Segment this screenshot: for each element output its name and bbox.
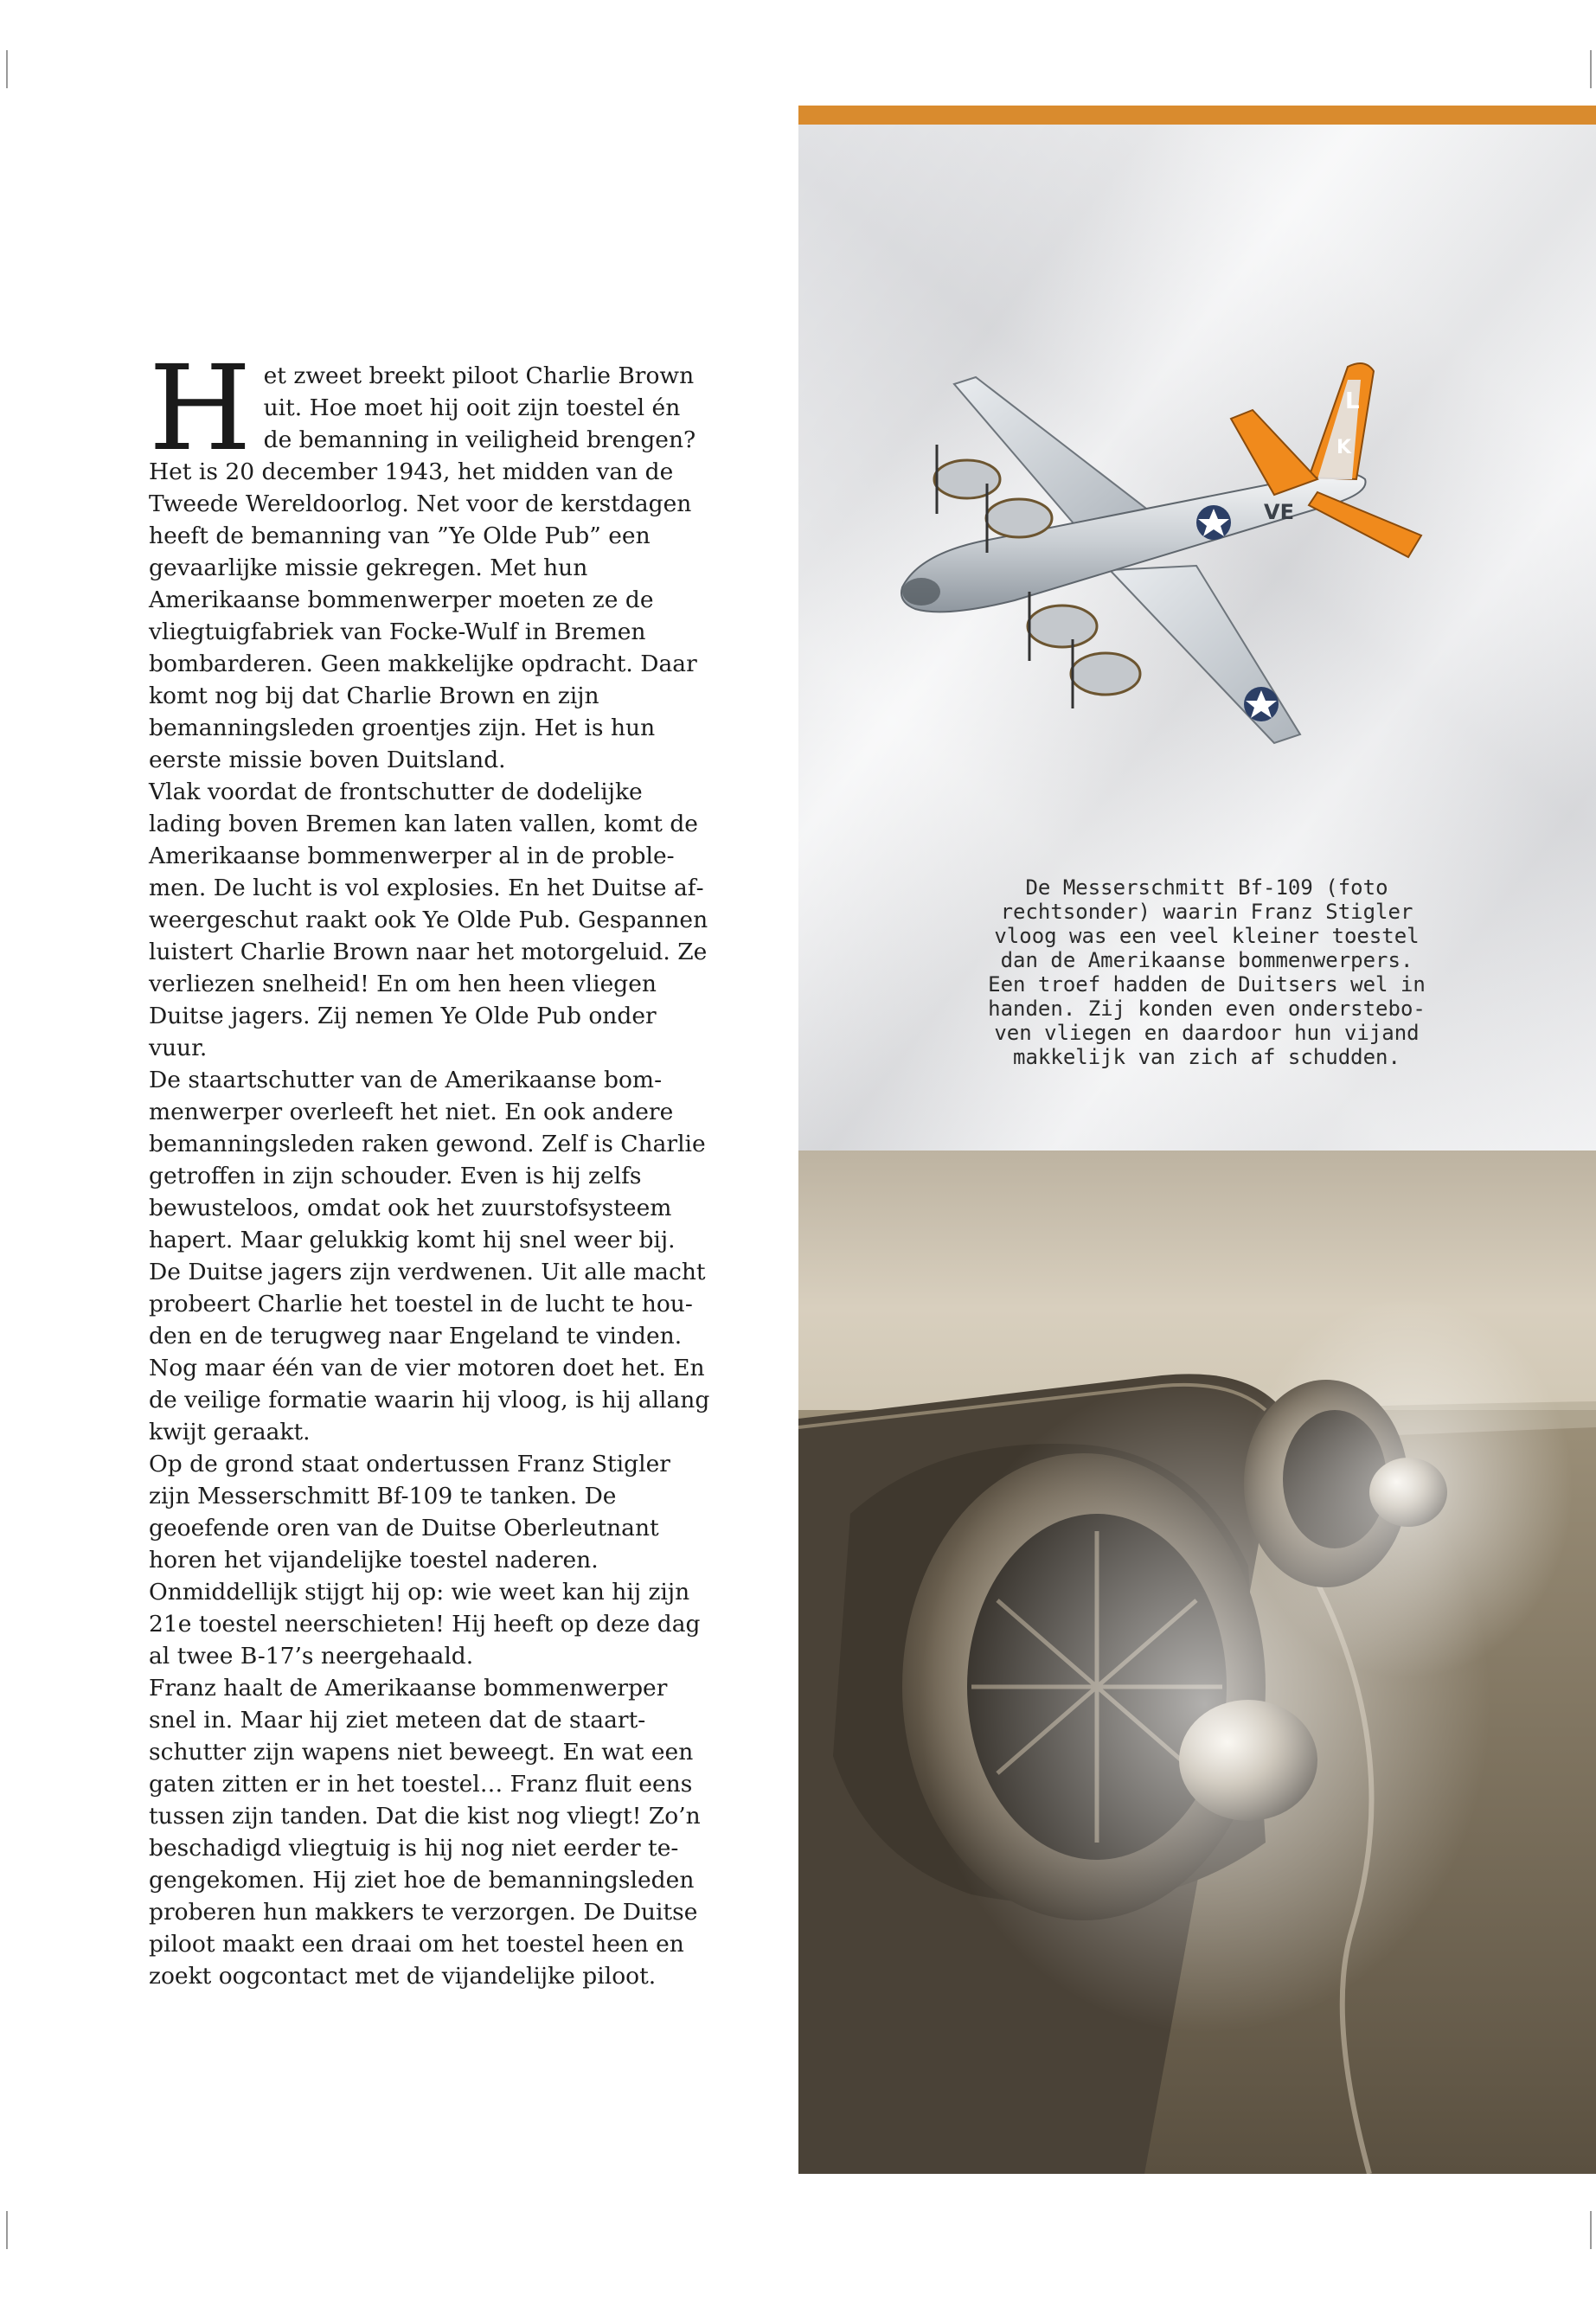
engine-1 [934,460,1000,498]
caption-line-1: De Messerschmitt Bf-109 (foto [1025,875,1388,900]
engine-3 [1028,606,1097,647]
article-paragraph-4: Op de grond staat ondertussen Franz Stigler zijn Messerschmitt Bf-109 te tanken. De geoefende oren van de Duitse Oberleutnant horen het vijandelijke toestel naderen. Onmiddellijk stijgt hij op: wie weet kan hij zijn 21e toestel neerschieten! Hij heeft op deze dag al twee B-17’s neergehaald. [149,1451,701,1670]
article-paragraph-5: Franz haalt de Amerikaanse bommenwerper snel in. Maar hij ziet meteen dat de staartschutter zijn wapens niet beweegt. En wat een gaten zitten er in het toestel… Franz fluit eens tussen zijn tanden. Dat die kist nog vliegt! Zo’n beschadigd vliegtuig is hij nog niet eerder tegengekomen. Hij ziet hoe de bemanningsleden proberen hun makkers te verzorgen. De Duitse piloot maakt een draai om het toestel heen en zoekt oogcontact met de vijandelijke piloot. [149,1675,701,1990]
caption-line-7: ven vliegen en daardoor hun vijand [994,1021,1420,1045]
caption-line-5: Een troef hadden de Duitsers wel in [988,972,1426,997]
article-body [149,341,711,1992]
engine-4 [1071,653,1140,695]
crop-mark-bottom-left [6,2211,8,2249]
aircraft-engine-photo [798,1150,1596,2174]
engine-2 [986,499,1052,537]
article-paragraph-2: Vlak voordat de frontschutter de dodelijke lading boven Bremen kan laten vallen, komt de Amerikaanse bommenwerper al in de problemen. De lucht is vol explosies. En het Duitse afweergeschut raakt ook Ye Olde Pub. Gespannen luistert Charlie Brown naar het motorgeluid. Ze verliezen snelheid! En om hen heen vliegen Duitse jagers. Zij nemen Ye Olde Pub onder vuur. [149,779,708,1061]
front-propeller-blur [920,1375,1490,2033]
wing-upper [954,377,1153,535]
article-paragraph-3: De staartschutter van de Amerikaanse bommenwerper overleeft het niet. En ook andere bemanningsleden raken gewond. Zelf is Charlie getroffen in zijn schouder. Even is hij zelfs bewusteloos, omdat ook het zuurstofsysteem hapert. Maar gelukkig komt hij snel weer bij. De Duitse jagers zijn verdwenen. Uit alle macht probeert Charlie het toestel in de lucht te houden en de terugweg naar Engeland te vinden. Nog maar één van de vier motoren doet het. En de veilige formatie waarin hij vloog, is hij allang kwijt geraakt. [149,1067,710,1445]
stabilizer-lower [1309,492,1421,557]
image-caption [921,875,1492,1069]
nose-glass [902,578,940,606]
caption-line-4: dan de Amerikaanse bommenwerpers. [1000,948,1413,972]
drop-cap: H [149,341,252,478]
crop-mark-top-left [6,50,8,88]
orange-accent-bar [798,106,1596,125]
caption-line-3: vloog was een veel kleiner toestel [994,924,1420,948]
b17-bomber-illustration [868,349,1456,765]
tail-code-bottom: K [1336,437,1352,458]
crop-mark-top-right [1590,50,1592,88]
article-paragraph-1-text: et zweet breekt piloot Charlie Brown uit. Hoe moet hij ooit zijn toestel én de bemanning in veiligheid brengen? Het is 20 december 1943, het midden van de Tweede Wereldoorlog. Net voor de kerstdagen heeft de bemanning van ”Ye Olde Pub” een gevaarlijke missie gekregen. Met hun Amerikaanse bommenwerper moeten ze de vliegtuigfabriek van Focke-Wulf in Bremen bombarderen. Geen makkelijke opdracht. Daar komt nog bij dat Charlie Brown en zijn bemanningsleden groentjes zijn. Het is hun eerste missie boven Duitsland. [149,362,697,773]
caption-line-6: handen. Zij konden even onderstebo- [988,997,1426,1021]
article-paragraph-1 [149,341,711,776]
sepia-engine-photo [798,1150,1596,2174]
stabilizer-upper [1231,410,1317,495]
fuselage-code: VE [1264,500,1294,524]
crop-mark-bottom-right [1590,2211,1592,2249]
caption-line-2: rechtsonder) waarin Franz Stigler [1000,900,1413,924]
caption-line-8: makkelijk van zich af schudden. [1013,1045,1401,1069]
tail-code-top: L [1345,388,1360,414]
